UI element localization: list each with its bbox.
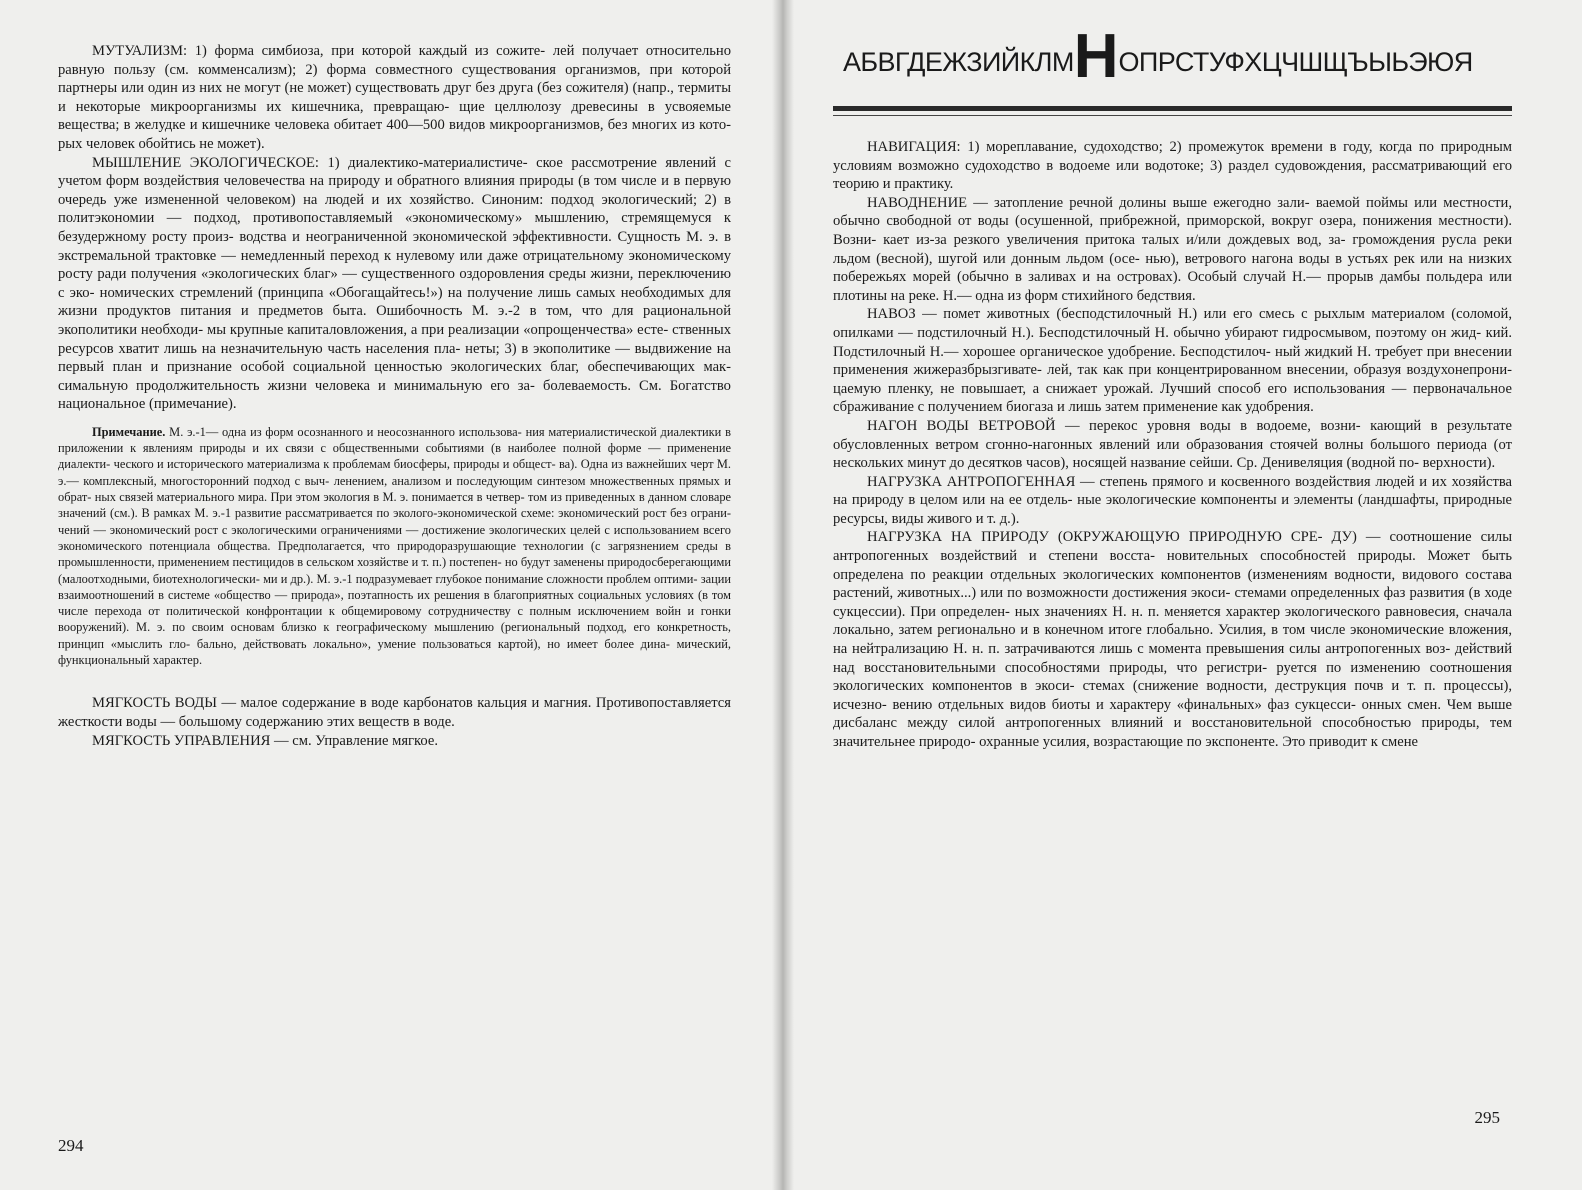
alphabet-before: АБВГДЕЖЗИЙКЛМ (843, 47, 1074, 77)
entry-line: мы крупные капиталовложения, а при реализации «опрощенчества» есте- (206, 321, 669, 338)
entry-line: дамбы польдера или плотины на реке. Н.— одна из форм стихийного (833, 269, 1512, 304)
left-entries-after (58, 694, 731, 750)
entry-line: НАВИГАЦИЯ: 1) мореплавание, судоходство; 2) промежуток времени (867, 139, 1323, 155)
entry-line: воздействия людей и их хозяйства на природу в целом или на ее отдель- (833, 473, 1512, 509)
alphabet-current-letter: Н (1073, 22, 1119, 91)
page-number-right: 295 (1474, 1108, 1500, 1127)
note-line: экологических целей с использованием всего экономического потенциала общества. (58, 522, 731, 553)
entry-line: благ» — существенного оздоровления среды жизни, переключению с эко- (58, 266, 732, 301)
entry-line: НАГРУЗКА НА ПРИРОДУ (ОКРУЖАЮЩУЮ ПРИРОДНУЮ СРЕ- (867, 529, 1323, 546)
entry-line: лей, так как при концентрированном внесении, образуя воздухонепрони- (1047, 362, 1512, 379)
entry-line: НАВОДНЕНИЕ — затопление речной долины выше ежегодно зали- (867, 194, 1310, 211)
entry-line: стемами определенных фаз развития (в ходе сукцессии). При определен- (833, 585, 1513, 620)
dictionary-entry (833, 194, 1512, 306)
entry-line: человека обитает 400—500 видов микроорганизмов, без многих из кото- (274, 117, 731, 134)
entry-line: громождения русла реки льдом (весной), шугой или донным льдом (осе- (833, 231, 1513, 267)
dictionary-entry (58, 42, 731, 154)
book-gutter (772, 0, 794, 1190)
left-entries (58, 42, 731, 414)
note-line: мический, функциональный характер. (58, 636, 731, 668)
entry-line: самых необходимых для жизни продуктов питания и предметов быта. (58, 284, 731, 320)
alphabet-after: ОПРСТУФХЦЧШЩЪЫЬЭЮЯ (1118, 47, 1473, 77)
note-label: Примечание. (92, 424, 166, 439)
dictionary-entry (58, 732, 731, 751)
entry-line: Усилия, в том числе экономические вложения, на нейтрализацию Н. н. п. (833, 622, 1512, 658)
entry-line: бедствия. (1136, 287, 1196, 304)
entry-line: лей получает относительно равную пользу (см. комменсализм); 2) форма (58, 43, 731, 78)
entry-line: верхности). (1422, 455, 1496, 472)
entry-line: кающий в результате обусловленных ветром сгонно-нагонных явлений или (833, 417, 1512, 453)
note-line: ния материалистической диалектики в приложении к явлениям природы и их связи (58, 424, 731, 456)
entry-line: уже измененной человеком) на людей и их хозяйство. Синоним: подход (113, 191, 594, 208)
note-line: мышлению (региональный подход, его конкретность, принцип «мыслить гло- (58, 620, 731, 651)
left-page (0, 0, 781, 1190)
note-line: ленением, анализом и последующим синтезом множественных прямых и обрат- (58, 473, 731, 505)
entry-line: или водотоке; 3) раздел судовождения, рассматривающий его теорию и (833, 157, 1512, 193)
entry-line: ресурсы, виды живого и т. д.). (833, 510, 1020, 527)
note-line: с общественными событиями (в наиболее полной форме — применение диалекти- (58, 441, 731, 472)
dictionary-entry (833, 305, 1512, 417)
dictionary-entry (833, 138, 1512, 194)
entry-line: совместного существования организмов, при которой партнеры или один (58, 61, 732, 97)
entry-line: из них не могут (не может) существовать друг без друга (без сожителя) (181, 80, 629, 97)
entry-line: Ошибочность М. э.-2 в том, что для рациональной экополитики необходи- (58, 303, 732, 338)
entry-line: ные экологические компоненты и элементы (ландшафты, природные (1077, 492, 1512, 509)
entry-line: НАГРУЗКА АНТРОПОГЕННАЯ — степень прямого и косвенного (867, 473, 1291, 490)
entry-line: водства и неограниченной экономической эффективности. Сущность М. э. (239, 228, 719, 245)
entry-line: в экстремальной трактовке — немедленный переход к нулевому или даже (58, 228, 732, 264)
note-line: но будут заменены природосберегающими (малоотходными, биотехнологически- (58, 555, 731, 586)
entry-line: лишь затем применение как удобрения. (1068, 399, 1314, 416)
entry-line: болеваемость. См. Богатство национальное (примечание). (58, 377, 731, 413)
entry-line: сначала локально, затем регионально и в конечном итоге глобально. (833, 603, 1512, 639)
dictionary-entry (833, 473, 1512, 529)
entry-line: практику. (894, 176, 954, 193)
note-line: промышленности, применением пестицидов в сельском хозяйстве и т. п.) постепен- (58, 555, 502, 570)
entry-line: смесь с рыхлым материалом (соломой, опилками — подстилочный (833, 306, 1512, 341)
header-rule-thin (833, 115, 1512, 116)
header-rule-thick (833, 106, 1512, 111)
entry-line: прибрежной, приморской, вокруг озера, понижения местности). Возни- (833, 213, 1512, 248)
entry-line: состава растений, животных...) или по возможности достижения экоси- (833, 566, 1513, 602)
entry-line: отдельных экологических компонентов (изменениям водности, видового (990, 566, 1459, 583)
entry-line: МЫШЛЕНИЕ ЭКОЛОГИЧЕСКОЕ: 1) диалектико-материалистиче- (92, 154, 528, 171)
entry-line: отрицательному экономическому росту ради получения «экологических (58, 247, 732, 283)
entry-line: НАВОЗ — помет животных (бесподстилочный Н.) или его (867, 306, 1253, 323)
entry-line: щие целлюлозу древесины в усвояемые вещества; в желудке и кишечнике (58, 98, 731, 134)
entry-line: десятков часов), носящей название сейши. Ср. Денивеляция (водной по- (967, 455, 1419, 472)
dictionary-entry (833, 528, 1512, 751)
entry-line: этих веществ в воде. (326, 713, 455, 730)
entry-line: образования стоячей волны большого периода (от нескольких минут до (833, 436, 1512, 472)
entry-line: использования — первоначальное сбраживание с получением биогаза и (833, 380, 1512, 416)
note-line: зации взаимоотношений в системе «общество — природа», поэтапность их решения (58, 571, 731, 602)
entry-line: ный жидкий Н. требует при внесении применения жижеразбрызгивате- (833, 343, 1512, 379)
note-paragraph (58, 424, 731, 668)
page-number-left: 294 (58, 1136, 84, 1155)
entry-line: ственных ресурсов хватит лишь на незначительную часть населения пла- (58, 321, 731, 357)
entry-line: восстановительной способностью природы, тем значительнее природо- (833, 715, 1512, 750)
note-line: бально, действовать локально», умение пользоваться картой), но имеет более дина- (196, 636, 670, 651)
note-line: том из приведенных в данном словаре значений (см.). В рамках М. э.-1 развитие (58, 490, 732, 521)
entry-line: особой социальной ценностью экологических благ, обеспечивающих мак- (240, 359, 732, 376)
note-line: Предполагается, что природоразрушающие технологии (с загрязнением среды в (277, 538, 731, 553)
entry-line: симальную продолжительность жизни человека и минимальную его за- (58, 377, 535, 394)
entry-line: онных смен. Чем выше дисбаланс между силой антропогенных влияний и (833, 696, 1513, 732)
note-line: ческого и исторического материализма к проблемам биосферы, природы и общест- (113, 457, 556, 472)
note-line: ных связей материального мира. При этом экология в М. э. понимается в четвер- (94, 490, 525, 505)
entry-line: МЯГКОСТЬ УПРАВЛЕНИЯ — см. Управление мягкое. (92, 732, 438, 749)
entry-line: НАГОН ВОДЫ ВЕТРОВОЙ — перекос уровня воды в водоеме, возни- (867, 417, 1361, 434)
dictionary-entry (58, 694, 731, 731)
entry-line: ское рассмотрение явлений с учетом форм воздействия человечества на (58, 154, 731, 190)
entry-line: МУТУАЛИЗМ: 1) форма симбиоза, при которой каждый из сожите- (92, 43, 546, 59)
note-line: ва). Одна из важнейших черт М. э.— комплексный, многосторонний подход с выч- (58, 457, 731, 488)
right-page (781, 0, 1582, 1190)
entry-line: природу и обратного влияния природы (в том числе и в первую очередь (58, 173, 731, 208)
dictionary-entry (833, 417, 1512, 473)
note-line: гонки вооружений). М. э. по своим основам близко к географическому (58, 604, 731, 635)
entry-line: вению отдельных видов биоты и характеру «финальных» фаз сукцесси- (892, 696, 1356, 713)
note-line: М. э.-1— одна из форм осознанного и неосознанного использова- (169, 424, 522, 439)
entry-line: затрачиваются лишь с момента превышения силы антропогенных воз- (1004, 641, 1451, 658)
entry-line: нью), ветрового нагона воды в устьях рек или на низких побережьях (833, 250, 1512, 286)
alphabet-header (843, 22, 1512, 92)
note-line: рассматривается по эколого-экономической схеме: экономический рост без ограни- (285, 506, 731, 521)
entry-line: номических стремлений (принципа «Обогащайтесь!») на получение лишь (99, 284, 571, 301)
entry-line: «экономическому» мышлению, стремящемуся к безудержному росту произ- (58, 210, 732, 245)
entry-line: стемах (снижение водности, деструкция почв и т. п. процессы), исчезно- (833, 678, 1512, 713)
entry-line: кает из-за резкого увеличения притока талых и/или дождевых вод, за- (883, 231, 1346, 248)
entry-line: руется по изменению соотношения экологических компонентов в экоси- (833, 659, 1512, 695)
entry-line: и магния. Противопоставляется жесткости воды — большому содержанию (58, 695, 731, 730)
dictionary-entry (58, 154, 731, 414)
alphabet-strip (843, 22, 1473, 92)
note-line: в благоприятных социальных условиях (в том числе перехода от политической (58, 587, 731, 619)
entry-line: неты; 3) в экополитике — выдвижение на первый план и признание (58, 340, 731, 376)
entry-line: (напр., термиты и некоторые микроорганизмы их кишечника, превращаю- (58, 80, 731, 115)
entry-line: морей (обычно в заливах и на островах). Особый случай Н.— прорыв (912, 269, 1374, 286)
entry-line: цаемую пленку, не повышает, а снижает урожай. Лучший способ его (833, 380, 1287, 397)
entry-line: кий. Подстилочный Н.— хорошее органическое удобрение. Бесподстилоч- (833, 324, 1512, 360)
entry-line: ДУ) — соотношение силы антропогенных воздействий и степени восста- (833, 529, 1512, 565)
entry-line: в году, когда по природным условиям возможно судоходство в водоеме (833, 139, 1512, 174)
entry-line: МЯГКОСТЬ ВОДЫ — малое содержание в воде карбонатов кальция (92, 695, 528, 712)
note-line: чений — экономический рост с экологическими ограничениями — достижение (58, 522, 486, 537)
entry-line: ных значениях Н. н. п. меняется характер экологического равновесия, (1014, 603, 1460, 620)
right-entries (833, 138, 1512, 752)
note-line: конфронтации к общемировому сотрудничеству с полным исключением войн и (246, 604, 695, 619)
entry-line: экологический; 2) в политэкономии — подход, противопоставляемый (58, 191, 732, 227)
entry-line: новительных способностей природы. Может быть определена по реакции (833, 548, 1513, 583)
entry-line: рых человек обойтись не может). (58, 135, 265, 152)
entry-line: охранные усилия, возрастающие по экспоненте. Это приводит к смене (979, 734, 1419, 750)
entry-line: ваемой поймы или местности, обычно свободной от воды (осушенной, (833, 194, 1513, 230)
entry-line: действий над восстановительными способностями природы, что регистри- (833, 641, 1512, 676)
note-line: ми и др.). М. э.-1 подразумевает глубокое понимание сложности проблем оптими- (263, 571, 698, 586)
entry-line: Н.). Бесподстилочный Н. обычно убирают гидросмывом, поэтому он жид- (1011, 324, 1482, 341)
